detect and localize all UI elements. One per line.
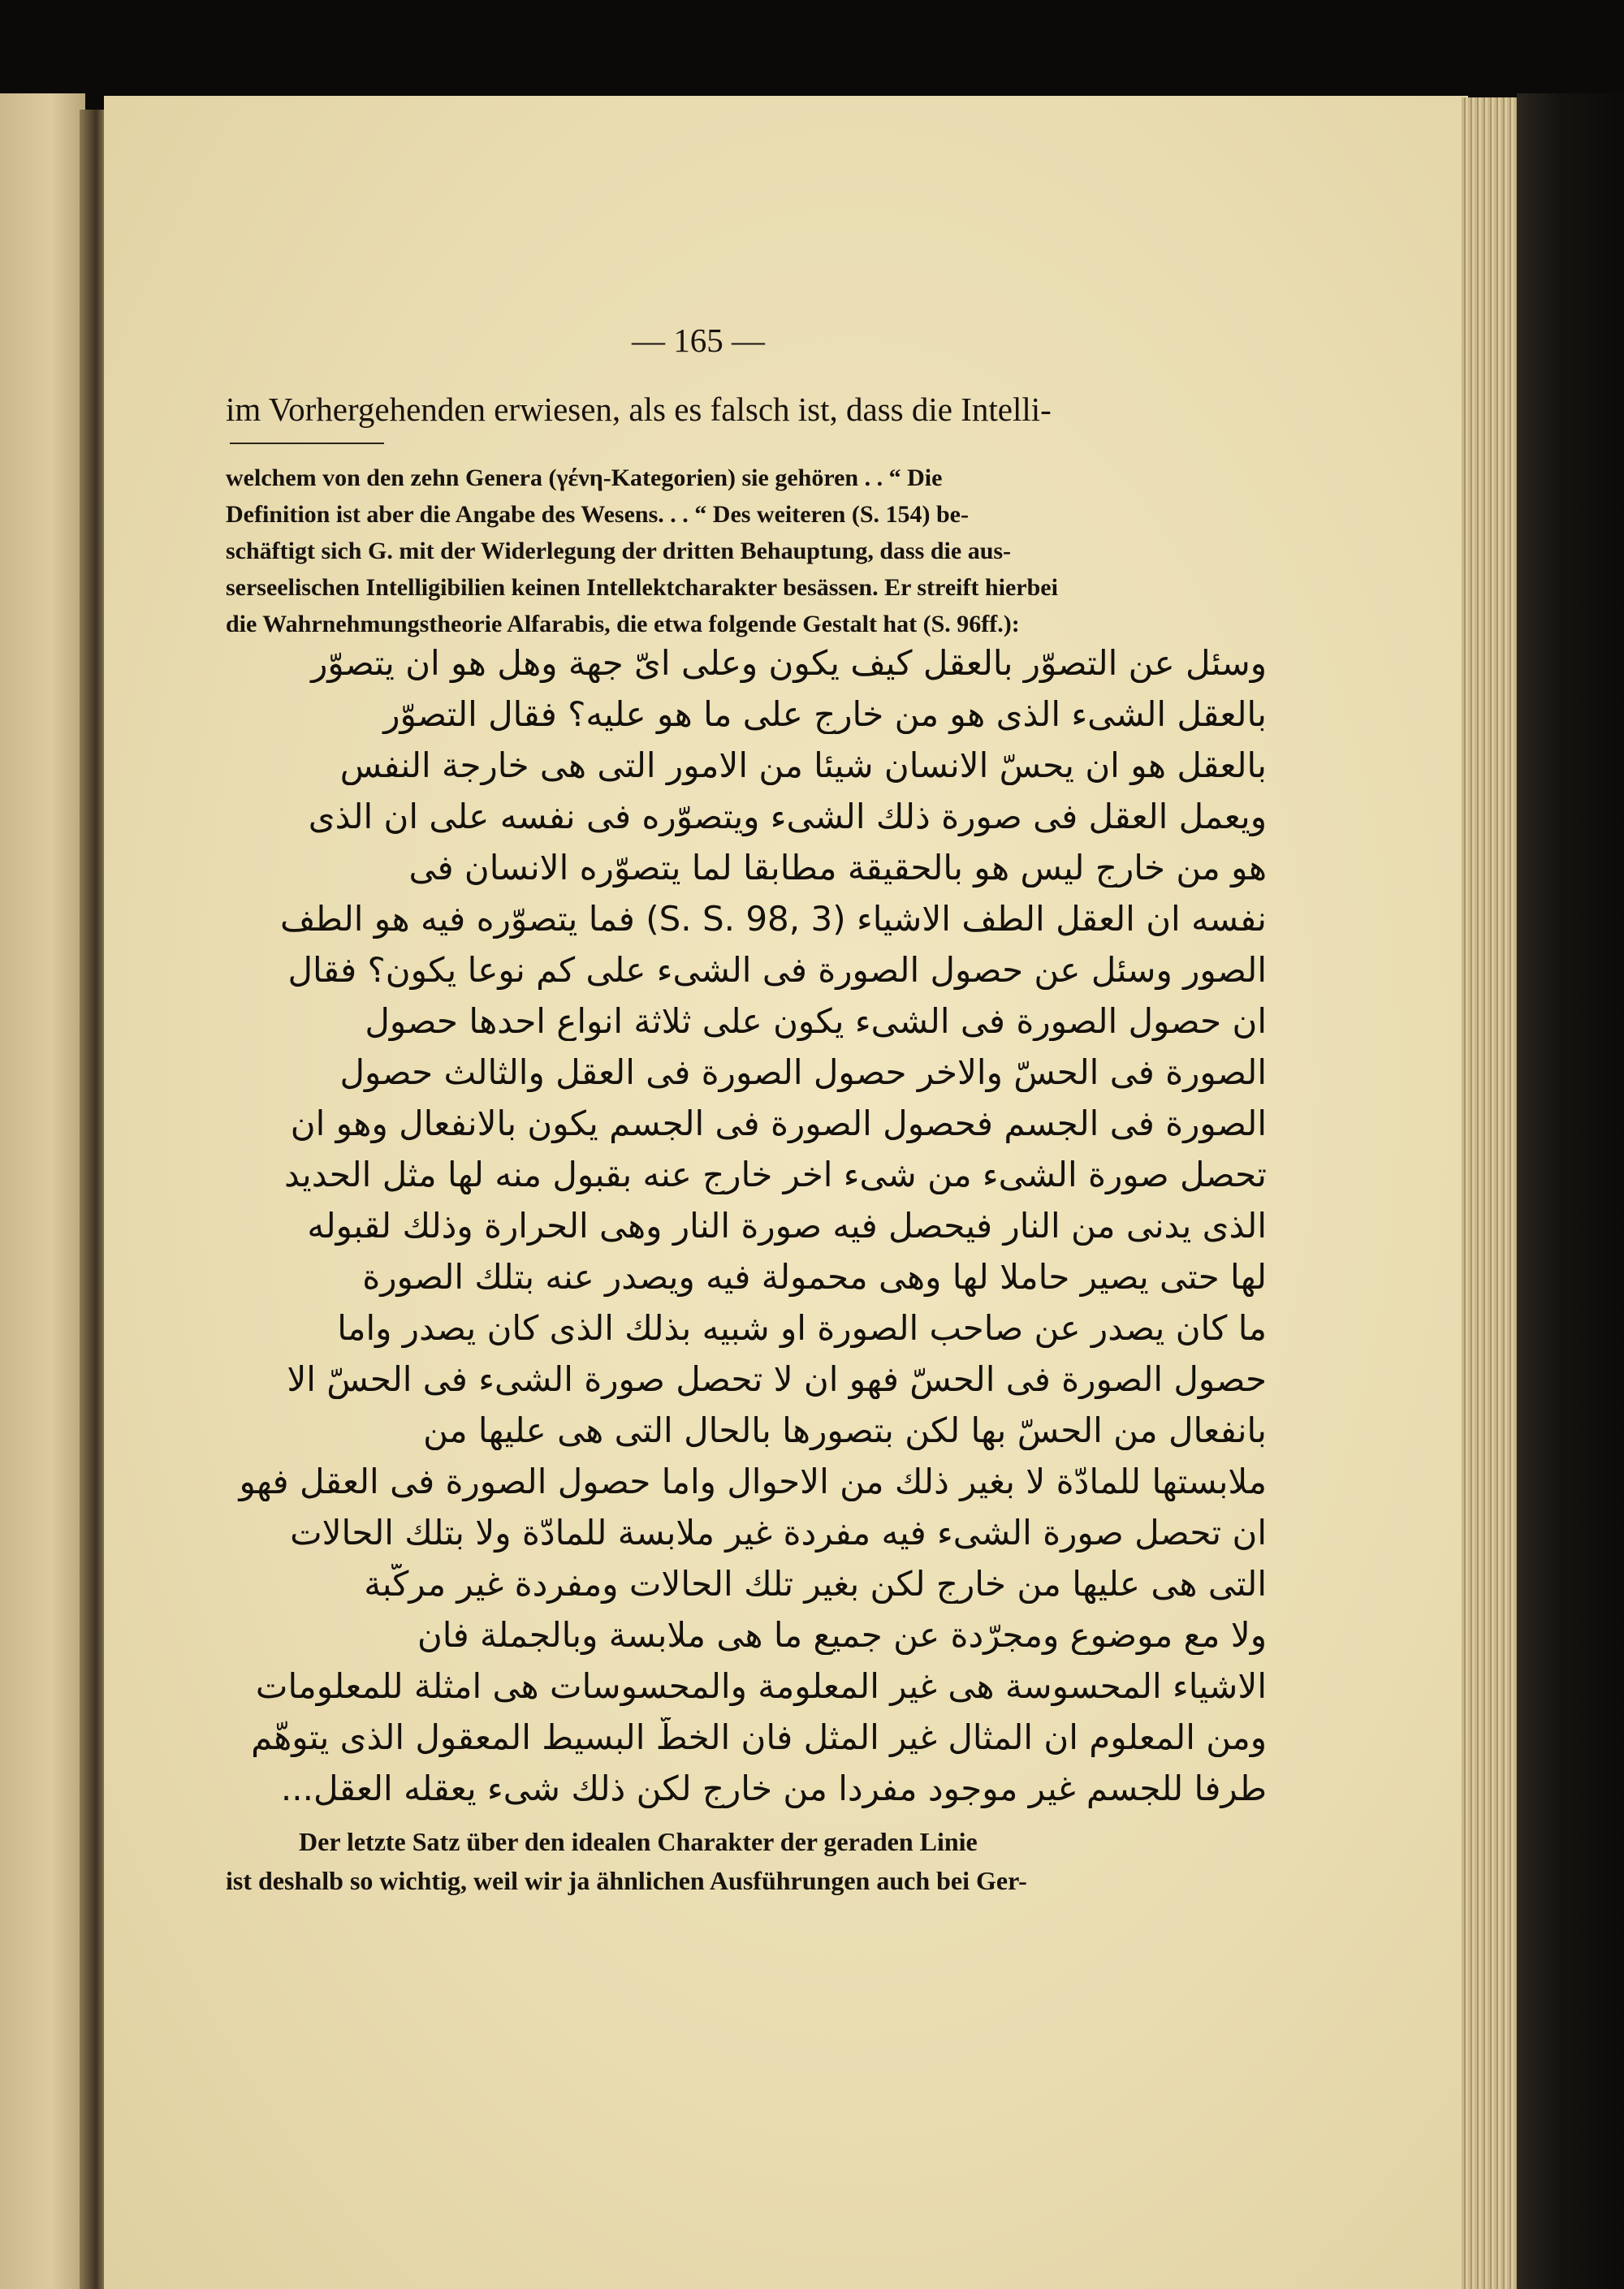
left-page-edge: [0, 93, 85, 2289]
arabic-quote-line: ان حصول الصورة فى الشىء يكون على ثلاثة انواع احدها حصول: [365, 1001, 1267, 1041]
arabic-quote-line: الذى يدنى من النار فيحصل فيه صورة النار وهى الحرارة وذلك لقبوله: [307, 1206, 1267, 1246]
arabic-quote-line: هو من خارج ليس هو بالحقيقة مطابقا لما يتصوّره الانسان فى: [408, 848, 1267, 888]
closing-text-line: ist deshalb so wichtig, weil wir ja ähnlichen Ausführungen auch bei Ger-: [226, 1866, 1027, 1895]
arabic-quote-line: طرفا للجسم غير موجود مفردا من خارج لكن ذلك شىء يعقله العقل...: [280, 1769, 1267, 1808]
book-cover-edge: [1517, 93, 1624, 2289]
footnote-line: Definition ist aber die Angabe des Wesens. . . “ Des weiteren (S. 154) be-: [226, 501, 969, 528]
arabic-quote-line: بالعقل الشىء الذى هو من خارج على ما هو عليه؟ فقال التصوّر: [383, 694, 1267, 734]
closing-text-line: Der letzte Satz über den idealen Charakter der geraden Linie: [299, 1827, 978, 1856]
footnote-line: welchem von den zehn Genera (γένη-Kategorien) sie gehören . . “ Die: [226, 464, 943, 491]
arabic-quote-line: ان تحصل صورة الشىء فيه مفردة غير ملابسة للمادّة ولا بتلك الحالات: [290, 1513, 1267, 1553]
footnote-line: die Wahrnehmungstheorie Alfarabis, die etwa folgende Gestalt hat (S. 96ff.):: [226, 611, 1020, 637]
footnote-rule: [230, 443, 384, 444]
page-edges: [1462, 97, 1518, 2289]
arabic-quote-line: التى هى عليها من خارج لكن بغير تلك الحالات ومفردة غير مركّبة: [364, 1564, 1267, 1604]
arabic-quote-line: الصورة فى الحسّ والاخر حصول الصورة فى العقل والثالث حصول: [339, 1052, 1267, 1092]
arabic-quote-line: وسئل عن التصوّر بالعقل كيف يكون وعلى اىّ جهة وهل هو ان يتصوّر: [311, 643, 1267, 683]
arabic-quote-line: لها حتى يصير حاملا لها وهى محمولة فيه ويصدر عنه بتلك الصورة: [362, 1257, 1267, 1297]
main-text-line: im Vorhergehenden erwiesen, als es falsch ist, dass die Intelli-: [226, 391, 1052, 428]
arabic-quote-line: ولا مع موضوع ومجرّدة عن جميع ما هى ملابسة وبالجملة فان: [417, 1615, 1267, 1655]
footnote-line: serseelischen Intelligibilien keinen Intellektcharakter besässen. Er streift hierbei: [226, 574, 1058, 601]
arabic-quote-line: تحصل صورة الشىء من شىء اخر خارج عنه بقبول منه لها مثل الحديد: [283, 1155, 1267, 1194]
arabic-quote-line: الصور وسئل عن حصول الصورة فى الشىء على كم نوعا يكون؟ فقال: [287, 950, 1267, 990]
arabic-quote-line: نفسه ان العقل الطف الاشياء (S. S. 98, 3) فما يتصوّره فيه هو الطف: [280, 899, 1267, 939]
arabic-quote-line: بانفعال من الحسّ بها لكن بتصورها بالحال التى هى عليها من: [423, 1410, 1267, 1450]
footnote-line: schäftigt sich G. mit der Widerlegung der dritten Behauptung, dass die aus-: [226, 538, 1012, 564]
book-gutter: [80, 110, 107, 2289]
arabic-quote-line: ويعمل العقل فى صورة ذلك الشىء ويتصوّره فى نفسه على ان الذى: [308, 797, 1267, 836]
arabic-quote-line: ومن المعلوم ان المثال غير المثل فان الخطّ البسيط المعقول الذى يتوهّم: [251, 1717, 1267, 1757]
page-number: — 165 —: [632, 322, 765, 359]
arabic-quote-line: ما كان يصدر عن صاحب الصورة او شبيه بذلك الذى كان يصدر واما: [337, 1308, 1267, 1348]
arabic-quote-line: الاشياء المحسوسة هى غير المعلومة والمحسوسات هى امثلة للمعلومات: [255, 1666, 1267, 1706]
arabic-quote-line: بالعقل هو ان يحسّ الانسان شيئا من الامور التى هى خارجة النفس: [339, 745, 1267, 785]
arabic-quote-line: ملابستها للمادّة لا بغير ذلك من الاحوال واما حصول الصورة فى العقل فهو: [239, 1462, 1267, 1501]
arabic-quote-line: حصول الصورة فى الحسّ فهو ان لا تحصل صورة الشىء فى الحسّ الا: [287, 1359, 1267, 1399]
arabic-quote-line: الصورة فى الجسم فحصول الصورة فى الجسم يكون بالانفعال وهو ان: [290, 1103, 1267, 1143]
